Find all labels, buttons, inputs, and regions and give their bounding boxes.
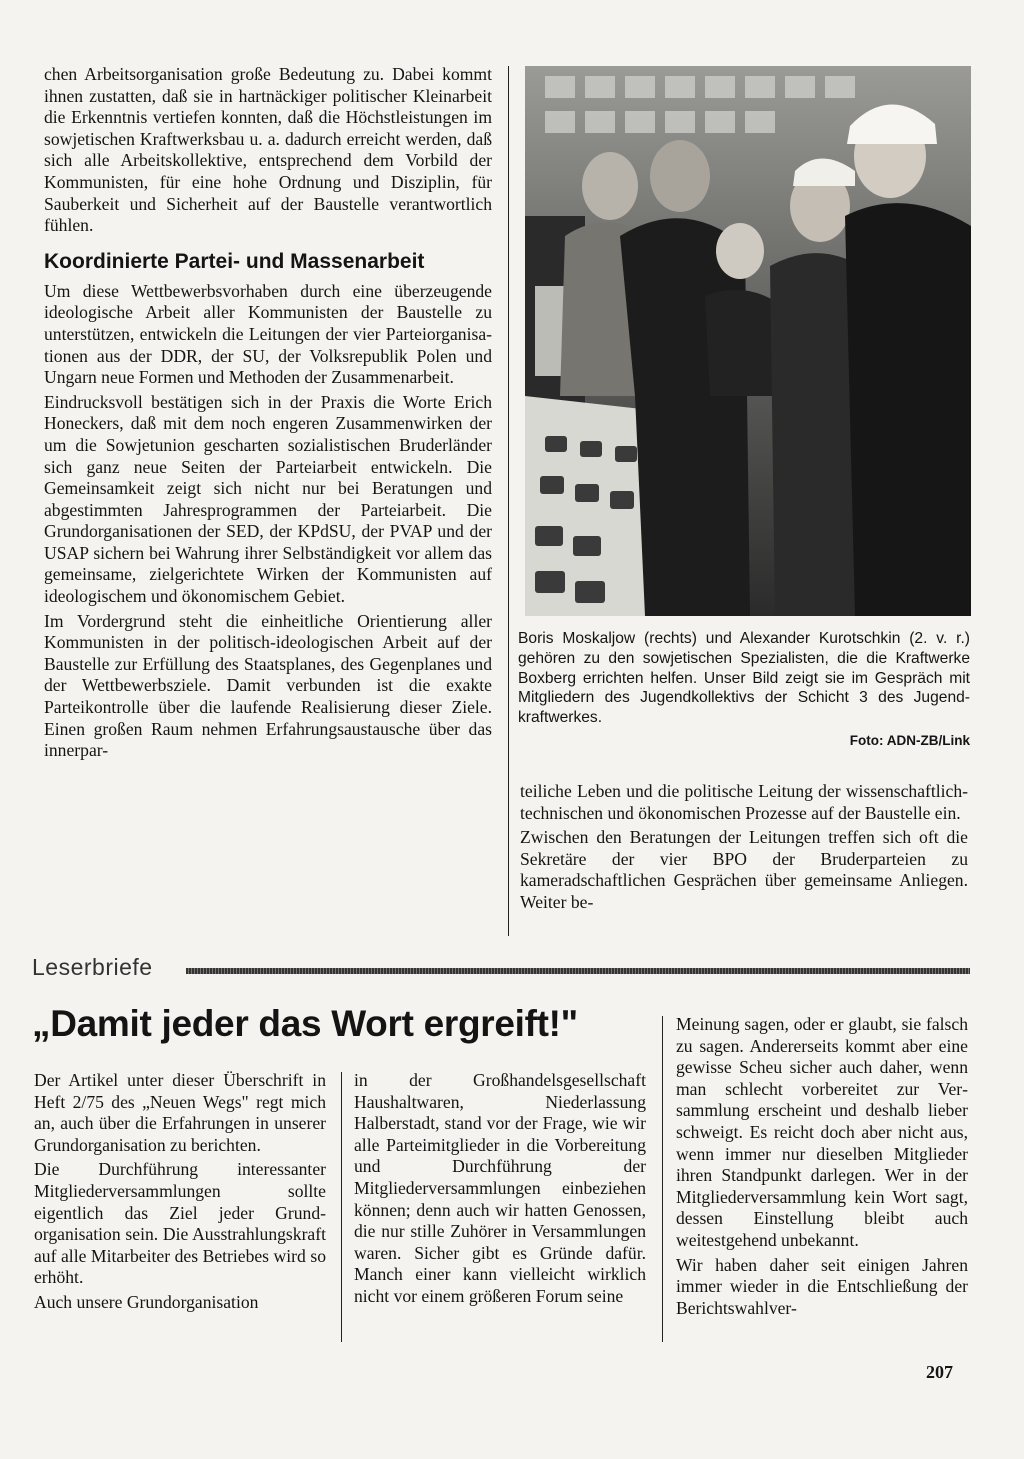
paragraph: in der Großhandelsgesellschaft Haushaltwaren, Niederlassung Halberstadt, stand vor der Frage, wie wir alle Parteimitglieder in die Vorbereitung und Durchführung der Mitgliederversammlungen einbeziehen können; denn auch wir hatten Genossen, die nur stille Zuhörer in Versammlungen waren. Sicher gibt es Gründe dafür. Manch einer kann vielleicht wirklich nicht vor einem größeren Forum seine [354, 1070, 646, 1306]
paragraph: Im Vordergrund steht die einheitliche Orientierung aller Kommunisten in der politisch-ideologischen Arbeit auf der Baustelle zur Erfüllung des Staatsplanes, des Gegenplanes und der Wettbewerbsziele. Damit verbunden ist die exakte Parteikontrolle über die laufende Realisierung dieser Ziele. Einen großen Raum nehmen Erfahrungsaustausche über das innerpar- [44, 610, 492, 761]
page-number: 207 [926, 1362, 953, 1382]
photo-illustration [525, 66, 971, 616]
section-heading: Koordinierte Partei- und Massenarbeit [44, 249, 425, 273]
news-photo [525, 66, 971, 616]
column-divider [662, 1016, 663, 1342]
section-rule [186, 968, 970, 974]
paragraph: Zwischen den Beratungen der Leitungen treffen sich oft die Sekretäre der vier BPO der Bruderparteien zu kameradschaftlichen Gesprächen über gemeinsame Anliegen. Weiter be- [520, 827, 968, 912]
letter-title: „Damit jeder das Wort ergreift!" [32, 1003, 578, 1044]
paragraph: chen Arbeitsorganisation große Bedeutung zu. Dabei kommt ihnen zustatten, daß sie in hartnäckiger politischer Kleinarbeit die Erkenntnis vertiefen konnten, daß die Höchstleistungen im sowjetischen Kraftwerksbau u. a. dadurch erreicht werden, daß sich alle Arbeitskollektive, entsprechend dem Vorbild der Kommunisten, für eine hohe Ordnung und Disziplin, für Sauberkeit und Sicherheit auf der Baustelle verantwortlich fühlen. [44, 64, 492, 236]
letter-column-2 [354, 1070, 646, 1308]
column-divider [508, 66, 509, 936]
paragraph: Die Durchführung interessanter Mitgliederversammlungen sollte eigentlich das Ziel jeder Grundorganisation sein. Die Ausstrahlungskraft auf alle Mitarbeiter des Betriebes wird so erhöht. [34, 1159, 326, 1288]
photo-credit: Foto: ADN-ZB/Link [849, 733, 970, 748]
letter-column-3 [676, 1014, 968, 1319]
paragraph: Wir haben daher seit einigen Jahren immer wieder in die Entschließung der Berichtswahlver- [676, 1254, 968, 1318]
article-column-right [520, 781, 968, 914]
article-column-left [44, 64, 492, 762]
letter-column-1 [34, 1070, 326, 1314]
paragraph: Meinung sagen, oder er glaubt, sie falsch zu sagen. Andererseits kommt aber eine gewisse Scheu sicher auch daher, wenn man schlecht vorbereitet zur Versammlung erscheint und deshalb lieber schweigt. Es reicht doch aber nicht aus, wenn immer nur dieselben Mitglieder ihren Standpunkt darlegen. Wer in der Mitgliederversammlung kein Wort sagt, dessen Einstellung bleibt auch weitestgehend unbekannt. [676, 1014, 968, 1250]
paragraph: Der Artikel unter dieser Überschrift in Heft 2/75 des „Neuen Wegs" regt mich an, auch über die Erfahrungen in unserer Grundorganisation zu berichten. [34, 1070, 326, 1155]
paragraph: Auch unsere Grundorganisation [34, 1291, 259, 1312]
column-divider [341, 1072, 342, 1342]
paragraph: teiliche Leben und die politische Leitung der wissenschaftlich-technischen und ökonomischen Prozesse auf der Baustelle ein. [520, 781, 968, 823]
section-label: Leserbriefe [32, 954, 153, 980]
paragraph: Eindrucksvoll bestätigen sich in der Praxis die Worte Erich Honeckers, daß mit dem noch engeren Zusammenwirken der um die Sowjetunion gescharten sozialistischen Bruderländer sich ganz neue Seiten der Parteiarbeit entwickeln. Die Gemeinsamkeit zeigt sich nicht nur bei Beratungen und abgestimmten Jahresprogrammen der Parteiarbeit. Die Grundorganisationen der SED, der KPdSU, der PVAP und der USAP sichern bei Wahrung ihrer Selbständigkeit vor allem das gemeinsame, zielgerichtete Wirken der Kommunisten auf ideologischem und ökonomischem Gebiet. [44, 391, 492, 607]
paragraph: Um diese Wettbewerbsvorhaben durch eine überzeugende ideologische Arbeit aller Kommunisten der Baustelle zu unterstützen, entwickeln die Leitungen der vier Parteiorganisationen aus der DDR, der SU, der Volksrepublik Polen und Ungarn neue Formen und Methoden der Zusammenarbeit. [44, 280, 492, 388]
photo-caption: Boris Moskaljow (rechts) und Alexander Kurotschkin (2. v. r.) gehören zu den sowjetischen Spezialisten, die die Kraftwerke Boxberg errichten helfen. Unser Bild zeigt sie im Gespräch mit Mitgliedern des Jugendkollektivs der Schicht 3 des Jugendkraftwerkes. [518, 630, 970, 727]
